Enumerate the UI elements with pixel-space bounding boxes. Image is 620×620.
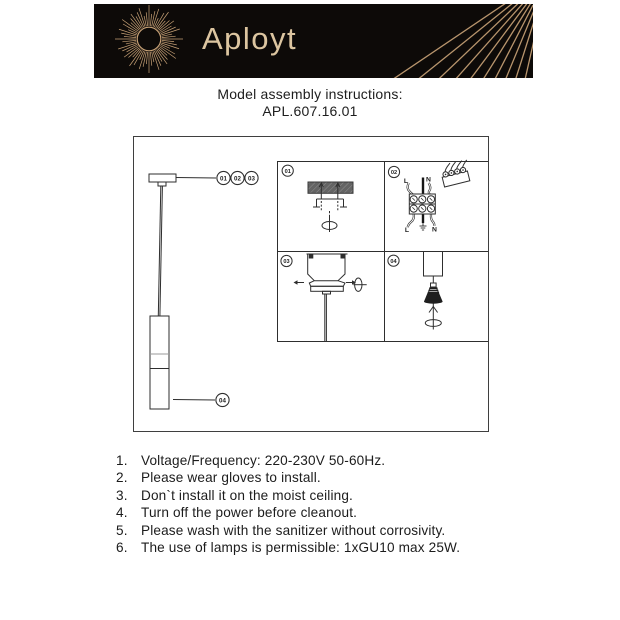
svg-text:03: 03 bbox=[248, 175, 255, 183]
item-text: Voltage/Frequency: 220-230V 50-60Hz. bbox=[141, 453, 386, 468]
item-text: Please wash with the sanitizer without corrosivity. bbox=[141, 522, 446, 538]
panel-01-ceiling-bracket-drawing bbox=[308, 182, 353, 232]
svg-text:L: L bbox=[404, 227, 410, 234]
earth-symbol-icon bbox=[420, 223, 427, 230]
svg-text:01: 01 bbox=[220, 175, 227, 183]
panel-04-bulb-drawing bbox=[424, 252, 443, 330]
svg-text:03: 03 bbox=[283, 259, 290, 266]
instructions-list bbox=[116, 452, 460, 557]
svg-text:L: L bbox=[403, 178, 409, 185]
instruction-item bbox=[116, 504, 460, 521]
panel-01-badge bbox=[282, 165, 293, 176]
instruction-item bbox=[116, 469, 460, 486]
svg-text:04: 04 bbox=[390, 258, 397, 265]
item-text: Don`t install it on the moist ceiling. bbox=[141, 487, 353, 503]
svg-text:02: 02 bbox=[390, 170, 398, 177]
title-block bbox=[0, 86, 620, 119]
panel-03-canopy-drawing bbox=[294, 254, 367, 341]
callout-group-top bbox=[176, 171, 258, 184]
panel-03-badge bbox=[281, 255, 292, 266]
brand-banner bbox=[94, 4, 533, 78]
brand-name: Aployt bbox=[202, 21, 298, 56]
callout-01 bbox=[217, 171, 230, 184]
assembly-diagram bbox=[133, 136, 489, 432]
item-number: 6. bbox=[116, 540, 128, 556]
svg-text:N: N bbox=[432, 226, 437, 234]
instruction-item bbox=[116, 487, 460, 504]
item-number: 2. bbox=[116, 470, 128, 486]
starburst-center bbox=[139, 29, 160, 50]
item-number: 1. bbox=[116, 453, 128, 468]
callout-03 bbox=[245, 171, 258, 184]
instruction-item bbox=[116, 522, 460, 539]
banner-rays-decoration bbox=[317, 4, 533, 78]
item-number: 5. bbox=[116, 522, 128, 538]
pendant-lamp-drawing bbox=[149, 174, 176, 409]
item-text: The use of lamps is permissible: 1xGU10 max 25W. bbox=[141, 540, 461, 556]
svg-text:N: N bbox=[426, 176, 431, 184]
svg-text:04: 04 bbox=[219, 397, 226, 405]
instruction-item bbox=[116, 452, 460, 469]
svg-text:01: 01 bbox=[284, 168, 291, 175]
model-number: APL.607.16.01 bbox=[262, 102, 358, 119]
instructions-title: Model assembly instructions: bbox=[217, 86, 403, 102]
banner-decoration bbox=[94, 4, 533, 78]
connector-block bbox=[439, 159, 471, 187]
item-text: Please wear gloves to install. bbox=[141, 470, 321, 486]
panel-02-badge bbox=[388, 166, 399, 177]
callout-04 bbox=[173, 393, 229, 406]
item-number: 4. bbox=[116, 505, 128, 521]
panel-02-wiring-drawing bbox=[408, 159, 472, 230]
instruction-item bbox=[116, 539, 460, 556]
svg-text:02: 02 bbox=[234, 175, 241, 183]
item-text: Turn off the power before cleanout. bbox=[141, 505, 358, 521]
panel-04-badge bbox=[388, 255, 399, 266]
callout-02 bbox=[231, 171, 244, 184]
item-number: 3. bbox=[116, 487, 128, 503]
